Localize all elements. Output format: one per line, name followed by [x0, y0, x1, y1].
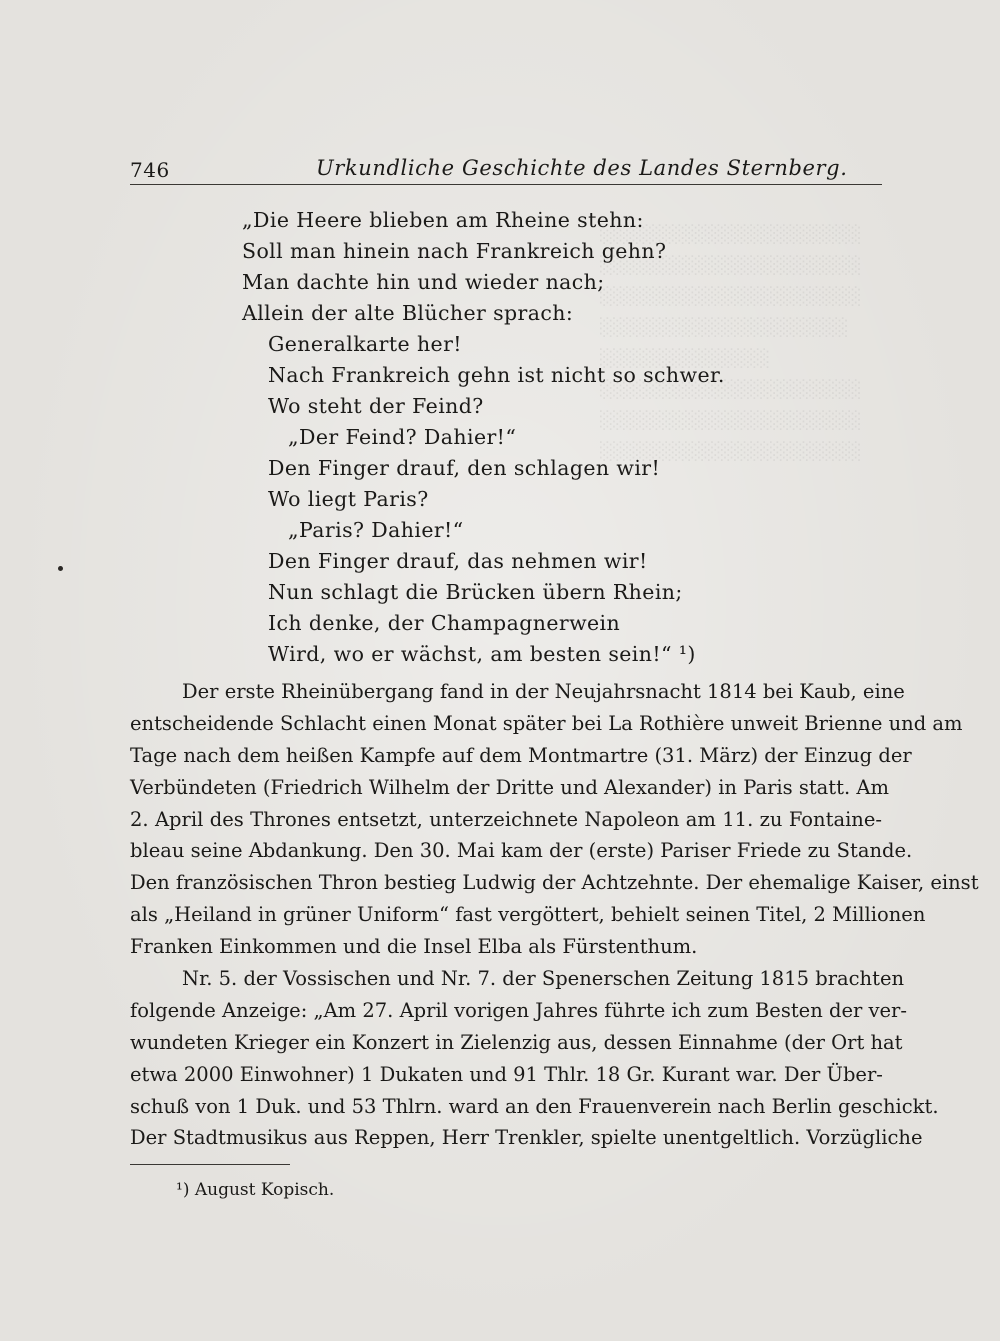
- poem-line: Ich denke, der Champagnerwein: [268, 611, 621, 635]
- poem-line: Generalkarte her!: [268, 332, 462, 356]
- paragraph: [130, 963, 939, 1154]
- running-title: Urkundliche Geschichte des Landes Sternberg.: [316, 156, 848, 180]
- page-header: [130, 150, 880, 184]
- text-line: Tage nach dem heißen Kampfe auf dem Montmartre (31. März) der Einzug der: [130, 743, 912, 767]
- text-line: 2. April des Thrones entsetzt, unterzeichnete Napoleon am 11. zu Fontaine-: [130, 807, 882, 831]
- text-line: wundeten Krieger ein Konzert in Zielenzig aus, dessen Einnahme (der Ort hat: [130, 1030, 903, 1054]
- text-line: etwa 2000 Einwohner) 1 Dukaten und 91 Thlr. 18 Gr. Kurant war. Der Über-: [130, 1062, 883, 1086]
- text-line: folgende Anzeige: „Am 27. April vorigen Jahres führte ich zum Besten der ver-: [130, 998, 907, 1022]
- text-line: als „Heiland in grüner Uniform“ fast vergöttert, behielt seinen Titel, 2 Millionen: [130, 903, 926, 927]
- body-text: [130, 676, 979, 1154]
- poem-line: Wird, wo er wächst, am besten sein!“ ¹): [268, 642, 696, 666]
- text-line: Franken Einkommen und die Insel Elba als Fürstenthum.: [130, 935, 698, 959]
- poem-line: Den Finger drauf, das nehmen wir!: [268, 549, 648, 573]
- poem-line: Wo steht der Feind?: [268, 394, 484, 418]
- paragraph: [130, 676, 979, 963]
- text-line: Nr. 5. der Vossischen und Nr. 7. der Spenerschen Zeitung 1815 brachten: [182, 967, 905, 991]
- ink-speck: [58, 566, 63, 571]
- poem-line: „Der Feind? Dahier!“: [288, 425, 517, 449]
- poem-line: Wo liegt Paris?: [268, 487, 429, 511]
- header-rule: [130, 184, 882, 185]
- poem-line: Man dachte hin und wieder nach;: [242, 270, 605, 294]
- text-line: Der Stadtmusikus aus Reppen, Herr Trenkler, spielte unentgeltlich. Vorzügliche: [130, 1126, 923, 1150]
- poem-line: „Paris? Dahier!“: [288, 518, 464, 542]
- poem-line: „Die Heere blieben am Rheine stehn:: [242, 208, 644, 232]
- text-line: Den französischen Thron bestieg Ludwig der Achtzehnte. Der ehemalige Kaiser, einst: [130, 871, 979, 895]
- text-line: schuß von 1 Duk. und 53 Thlrn. ward an den Frauenverein nach Berlin geschickt.: [130, 1094, 939, 1118]
- poem-line: Den Finger drauf, den schlagen wir!: [268, 456, 661, 480]
- text-line: Der erste Rheinübergang fand in der Neujahrsnacht 1814 bei Kaub, eine: [182, 680, 905, 703]
- text-line: entscheidende Schlacht einen Monat später bei La Rothière unweit Brienne und am: [130, 711, 963, 735]
- poem-line: Allein der alte Blücher sprach:: [242, 301, 574, 325]
- bleed-through-text: ░░░░░░░░░░░░░░░░░░░░ ░░░░░░░░░░░░░░░░░░░░ ░░░░░░░░░░░░░░░░░░░░ ░░░░░░░░░░░░░░░░░░░ ░░░░░░░░░░░░░ ░░░░░░░░░░░░░░░░░░░░ ░░░░░░░░░░░░░░░░░░░░ ░░░░░░░░░░░░░░░░░░░░: [600, 225, 862, 462]
- footnote-rule: [130, 1164, 290, 1165]
- footnote: ¹) August Kopisch.: [176, 1180, 335, 1200]
- text-line: Verbündeten (Friedrich Wilhelm der Dritte und Alexander) in Paris statt. Am: [130, 775, 889, 799]
- poem-line: Nach Frankreich gehn ist nicht so schwer.: [268, 363, 725, 387]
- page-number: 746: [130, 158, 170, 182]
- poem-line: Nun schlagt die Brücken übern Rhein;: [268, 580, 683, 604]
- text-line: bleau seine Abdankung. Den 30. Mai kam der (erste) Pariser Friede zu Stande.: [130, 839, 913, 863]
- poem-line: Soll man hinein nach Frankreich gehn?: [242, 239, 667, 263]
